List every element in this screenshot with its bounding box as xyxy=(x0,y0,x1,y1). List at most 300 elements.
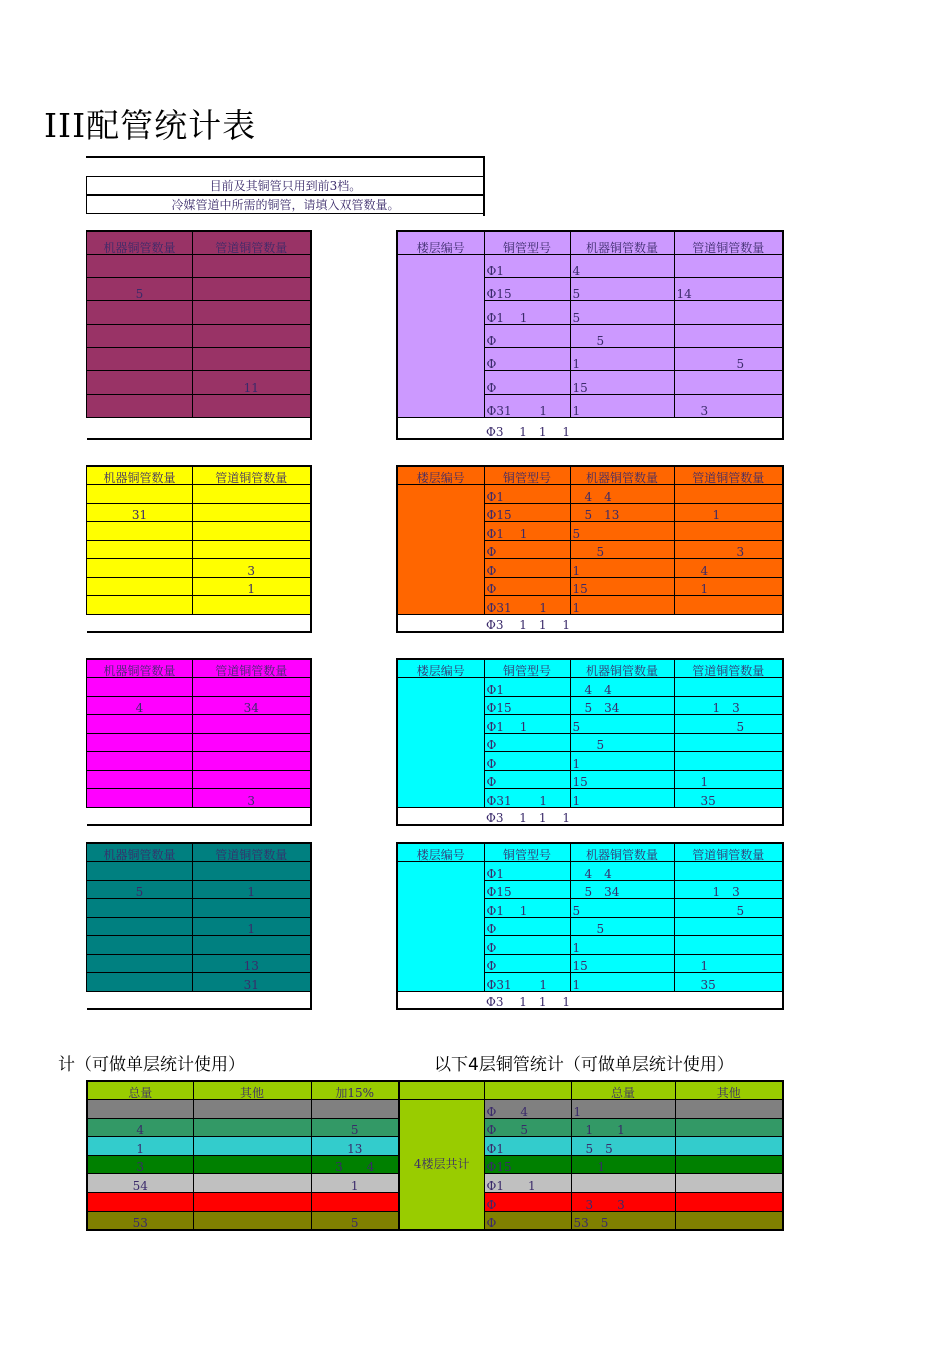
table-cell xyxy=(87,540,193,559)
table-cell xyxy=(193,394,311,417)
table-cell xyxy=(87,917,193,936)
floor-pipe-table xyxy=(396,842,784,1010)
total-cell xyxy=(87,614,311,632)
table-cell: Φ xyxy=(484,324,570,347)
table-cell xyxy=(193,324,311,347)
column-header: 管道铜管数量 xyxy=(674,843,783,862)
table-cell: Φ1 xyxy=(484,862,570,881)
table-cell: Φ xyxy=(484,577,570,596)
table-cell: Φ31 1 xyxy=(484,973,570,992)
table-cell: 1 3 xyxy=(674,880,783,899)
total-row xyxy=(397,614,783,632)
total-cell: Φ3 1 1 1 xyxy=(484,807,783,825)
bottom-left-caption: 计（可做单层统计使用） xyxy=(58,1055,245,1075)
table-cell: 5 xyxy=(570,733,674,752)
table-cell: Φ1 1 xyxy=(484,899,570,918)
table-cell: 5 xyxy=(570,540,674,559)
table-cell xyxy=(87,254,193,277)
table-cell: Φ1 1 xyxy=(484,1174,571,1193)
table-cell xyxy=(674,522,783,541)
table-row xyxy=(87,862,311,881)
table-cell xyxy=(87,301,193,324)
table-row xyxy=(87,954,311,973)
table-row xyxy=(87,577,311,596)
table-cell: Φ xyxy=(484,936,570,955)
table-cell: 53 xyxy=(87,1211,193,1230)
table-cell: Φ 5 xyxy=(484,1118,571,1137)
floor-number-cell xyxy=(397,862,484,992)
table-cell: 5 xyxy=(674,715,783,734)
table-cell xyxy=(87,752,193,771)
table-row xyxy=(87,899,311,918)
table-cell xyxy=(674,324,783,347)
table-cell: 3 xyxy=(193,789,311,808)
table-cell: Φ1 xyxy=(484,254,570,277)
table-cell: Φ xyxy=(484,733,570,752)
total-row xyxy=(397,417,783,439)
table-cell: Φ31 1 xyxy=(484,789,570,808)
total-empty-cell xyxy=(397,991,484,1009)
page-title: III配管统计表 xyxy=(44,106,257,145)
table-cell xyxy=(193,301,311,324)
table-cell: 1 xyxy=(311,1174,399,1193)
table-cell xyxy=(87,394,193,417)
table-cell xyxy=(193,278,311,301)
table-cell xyxy=(193,678,311,697)
table-cell xyxy=(87,973,193,992)
table-row xyxy=(87,1137,399,1156)
merged-floor-total-label: 4楼层共计 xyxy=(399,1100,484,1230)
column-header: 机器铜管数量 xyxy=(570,231,674,254)
table-cell xyxy=(674,917,783,936)
column-header: 管道铜管数量 xyxy=(193,466,311,485)
column-header: 楼层编号 xyxy=(397,843,484,862)
column-header xyxy=(484,1081,571,1100)
table-row xyxy=(397,862,783,881)
table-cell: 5 xyxy=(570,278,674,301)
table-cell xyxy=(675,1193,783,1212)
table-cell: 5 xyxy=(570,301,674,324)
table-cell: Φ xyxy=(484,954,570,973)
table-row xyxy=(397,678,783,697)
table-cell: 5 13 xyxy=(570,503,674,522)
table-header-row xyxy=(87,466,311,485)
column-header: 管道铜管数量 xyxy=(674,659,783,678)
table-cell: 4 4 xyxy=(570,485,674,504)
table-cell xyxy=(87,954,193,973)
table-cell: 15 xyxy=(570,577,674,596)
table-cell: Φ xyxy=(484,347,570,370)
table-row xyxy=(397,485,783,504)
table-cell xyxy=(675,1155,783,1174)
table-header-row xyxy=(397,659,783,678)
table-cell xyxy=(311,1100,399,1119)
table-cell: Φ xyxy=(484,540,570,559)
table-header-row xyxy=(399,1081,783,1100)
table-cell: Φ xyxy=(484,917,570,936)
floor-pipe-table xyxy=(396,230,784,440)
table-cell: Φ1 xyxy=(484,1137,571,1156)
machine-pipe-table xyxy=(86,842,312,1010)
total-row xyxy=(87,807,311,825)
table-cell xyxy=(193,1100,311,1119)
table-cell: 5 34 xyxy=(570,880,674,899)
table-row xyxy=(87,789,311,808)
table-header-row xyxy=(397,231,783,254)
column-header xyxy=(399,1081,484,1100)
table-cell: 5 34 xyxy=(570,696,674,715)
table-cell: Φ1 1 xyxy=(484,522,570,541)
column-header: 机器铜管数量 xyxy=(87,231,193,254)
table-row xyxy=(87,559,311,578)
table-cell: 13 xyxy=(311,1137,399,1156)
table-cell: 5 xyxy=(674,899,783,918)
column-header: 铜管型号 xyxy=(484,659,570,678)
table-cell: Φ xyxy=(484,1193,571,1212)
table-cell: 5 xyxy=(674,347,783,370)
table-cell: Φ xyxy=(484,559,570,578)
table-row xyxy=(87,540,311,559)
floor-number-cell xyxy=(397,678,484,808)
table-row xyxy=(87,347,311,370)
table-cell xyxy=(87,789,193,808)
table-cell: Φ15 xyxy=(484,503,570,522)
notes-top-border xyxy=(86,156,485,158)
table-cell: 3 3 xyxy=(571,1193,675,1212)
table-cell: 1 xyxy=(570,347,674,370)
column-header: 楼层编号 xyxy=(397,466,484,485)
floor-pipe-table xyxy=(396,465,784,633)
machine-pipe-table xyxy=(86,658,312,826)
table-cell: 1 xyxy=(193,917,311,936)
table-cell: 15 xyxy=(570,954,674,973)
table-cell: 3 xyxy=(674,540,783,559)
table-cell xyxy=(193,596,311,615)
table-cell: 1 xyxy=(193,577,311,596)
table-cell: Φ15 xyxy=(484,880,570,899)
table-cell xyxy=(674,862,783,881)
table-row xyxy=(87,254,311,277)
table-cell xyxy=(675,1211,783,1230)
total-cell xyxy=(87,417,311,439)
notes-box xyxy=(86,156,485,216)
table-row xyxy=(399,1100,783,1119)
table-row xyxy=(87,973,311,992)
table-cell xyxy=(674,301,783,324)
table-cell: Φ15 xyxy=(484,696,570,715)
table-cell: 11 xyxy=(193,371,311,394)
table-row xyxy=(87,1174,399,1193)
column-header: 铜管型号 xyxy=(484,231,570,254)
column-header: 楼层编号 xyxy=(397,659,484,678)
table-cell xyxy=(193,899,311,918)
table-cell: Φ1 xyxy=(484,485,570,504)
table-cell xyxy=(675,1118,783,1137)
table-cell xyxy=(193,770,311,789)
table-cell: 5 xyxy=(570,899,674,918)
table-cell: 1 xyxy=(571,1100,675,1119)
table-row xyxy=(87,715,311,734)
table-cell: Φ xyxy=(484,371,570,394)
floor-pipe-table xyxy=(396,658,784,826)
table-cell xyxy=(193,485,311,504)
table-cell: 1 xyxy=(674,577,783,596)
table-row xyxy=(397,254,783,277)
table-cell: 5 xyxy=(311,1118,399,1137)
table-cell: Φ1 1 xyxy=(484,301,570,324)
table-row xyxy=(87,371,311,394)
table-cell xyxy=(193,1174,311,1193)
table-cell: 5 xyxy=(311,1211,399,1230)
table-cell xyxy=(87,1193,193,1212)
table-cell: 1 xyxy=(570,394,674,417)
table-cell xyxy=(87,522,193,541)
table-cell xyxy=(87,371,193,394)
total-cell xyxy=(87,807,311,825)
total-empty-cell xyxy=(397,417,484,439)
table-cell xyxy=(674,936,783,955)
total-row xyxy=(397,991,783,1009)
table-cell xyxy=(87,347,193,370)
table-cell: Φ15 xyxy=(484,278,570,301)
table-cell xyxy=(193,715,311,734)
table-cell: 4 4 xyxy=(570,862,674,881)
table-cell: 35 xyxy=(674,973,783,992)
table-cell: Φ1 xyxy=(484,678,570,697)
table-row xyxy=(87,485,311,504)
table-cell xyxy=(193,1118,311,1137)
column-header: 机器铜管数量 xyxy=(570,843,674,862)
table-cell xyxy=(87,596,193,615)
table-cell: 1 xyxy=(570,936,674,955)
table-cell: 1 xyxy=(570,752,674,771)
note-line-1: 目前及其铜管只用到前3档。 xyxy=(86,176,485,195)
table-cell xyxy=(87,559,193,578)
column-header: 管道铜管数量 xyxy=(193,843,311,862)
table-cell: 1 xyxy=(570,973,674,992)
bottom-right-caption: 以下4层铜管统计（可做单层统计使用） xyxy=(434,1055,734,1075)
column-header: 其他 xyxy=(675,1081,783,1100)
table-cell xyxy=(674,485,783,504)
column-header: 铜管型号 xyxy=(484,466,570,485)
column-header: 铜管型号 xyxy=(484,843,570,862)
table-cell: Φ31 1 xyxy=(484,596,570,615)
table-cell: 4 4 xyxy=(570,678,674,697)
table-row xyxy=(87,1155,399,1174)
table-cell xyxy=(193,733,311,752)
table-cell xyxy=(193,1155,311,1174)
table-cell: 5 xyxy=(570,324,674,347)
total-cell: Φ3 1 1 1 xyxy=(484,991,783,1009)
table-header-row xyxy=(87,659,311,678)
table-cell: Φ31 1 xyxy=(484,394,570,417)
table-row xyxy=(87,522,311,541)
table-cell xyxy=(193,1193,311,1212)
table-header-row xyxy=(397,466,783,485)
column-header: 总量 xyxy=(571,1081,675,1100)
table-header-row xyxy=(87,1081,399,1100)
table-cell: 4 xyxy=(570,254,674,277)
floor-number-cell xyxy=(397,485,484,615)
table-header-row xyxy=(87,843,311,862)
table-cell: 4 xyxy=(674,559,783,578)
table-cell: 5 xyxy=(570,917,674,936)
table-cell: 14 xyxy=(674,278,783,301)
table-cell: 5 xyxy=(570,522,674,541)
table-cell: Φ15 xyxy=(484,1155,571,1174)
table-cell: Φ xyxy=(484,770,570,789)
table-row xyxy=(87,394,311,417)
table-cell xyxy=(193,503,311,522)
total-row xyxy=(397,807,783,825)
table-cell xyxy=(87,715,193,734)
table-cell xyxy=(675,1174,783,1193)
table-cell xyxy=(193,522,311,541)
summary-left-table xyxy=(86,1080,400,1231)
table-cell xyxy=(193,936,311,955)
table-cell: 4 xyxy=(87,696,193,715)
table-cell xyxy=(193,254,311,277)
table-cell xyxy=(87,899,193,918)
column-header: 管道铜管数量 xyxy=(193,231,311,254)
column-header: 加15% xyxy=(311,1081,399,1100)
table-cell: Φ xyxy=(484,752,570,771)
table-cell: 5 xyxy=(87,278,193,301)
column-header: 管道铜管数量 xyxy=(674,231,783,254)
column-header: 管道铜管数量 xyxy=(674,466,783,485)
table-row xyxy=(87,503,311,522)
column-header: 机器铜管数量 xyxy=(87,843,193,862)
total-cell xyxy=(87,991,311,1009)
table-row xyxy=(87,324,311,347)
table-cell: 1 xyxy=(674,954,783,973)
floor-number-cell xyxy=(397,254,484,417)
table-row xyxy=(87,301,311,324)
table-cell xyxy=(193,752,311,771)
table-cell xyxy=(674,678,783,697)
table-cell xyxy=(87,485,193,504)
table-row xyxy=(87,278,311,301)
table-header-row xyxy=(397,843,783,862)
table-cell: Φ 4 xyxy=(484,1100,571,1119)
table-row xyxy=(87,1118,399,1137)
total-row xyxy=(87,614,311,632)
machine-pipe-table xyxy=(86,465,312,633)
table-cell xyxy=(675,1137,783,1156)
table-cell xyxy=(193,862,311,881)
table-cell: 4 xyxy=(87,1118,193,1137)
table-row xyxy=(87,752,311,771)
table-cell: 5 5 xyxy=(571,1137,675,1156)
table-cell xyxy=(87,936,193,955)
table-cell: 53 5 xyxy=(571,1211,675,1230)
table-cell xyxy=(674,733,783,752)
table-cell: 3 xyxy=(193,559,311,578)
table-row xyxy=(87,1211,399,1230)
table-cell xyxy=(87,324,193,347)
column-header: 管道铜管数量 xyxy=(193,659,311,678)
table-cell xyxy=(87,862,193,881)
table-cell: 1 1 xyxy=(571,1118,675,1137)
total-row xyxy=(87,991,311,1009)
table-cell: 15 xyxy=(570,770,674,789)
column-header: 机器铜管数量 xyxy=(87,466,193,485)
column-header: 楼层编号 xyxy=(397,231,484,254)
table-cell xyxy=(87,1100,193,1119)
table-cell xyxy=(674,254,783,277)
table-cell: 13 xyxy=(193,954,311,973)
column-header: 机器铜管数量 xyxy=(87,659,193,678)
table-cell: 3 4 xyxy=(311,1155,399,1174)
column-header: 机器铜管数量 xyxy=(570,466,674,485)
table-cell xyxy=(674,752,783,771)
table-cell xyxy=(674,596,783,615)
machine-pipe-table xyxy=(86,230,312,440)
total-empty-cell xyxy=(397,614,484,632)
table-cell: Φ1 1 xyxy=(484,715,570,734)
table-cell: 1 xyxy=(571,1155,675,1174)
table-cell xyxy=(193,1211,311,1230)
table-cell xyxy=(675,1100,783,1119)
table-cell xyxy=(193,1137,311,1156)
table-row xyxy=(87,880,311,899)
table-header-row xyxy=(87,231,311,254)
table-cell: 1 xyxy=(193,880,311,899)
table-cell: 35 xyxy=(674,789,783,808)
table-cell: 1 xyxy=(674,503,783,522)
table-row xyxy=(87,917,311,936)
table-row xyxy=(87,936,311,955)
table-row xyxy=(87,678,311,697)
total-cell: Φ3 1 1 1 xyxy=(484,614,783,632)
total-empty-cell xyxy=(397,807,484,825)
table-cell: 5 xyxy=(87,880,193,899)
table-row xyxy=(87,1100,399,1119)
table-row xyxy=(87,1193,399,1212)
note-line-2: 冷媒管道中所需的铜管，请填入双管数量。 xyxy=(86,195,485,214)
table-cell: 31 xyxy=(193,973,311,992)
table-cell xyxy=(311,1193,399,1212)
summary-right-table xyxy=(398,1080,784,1231)
table-cell xyxy=(87,733,193,752)
table-cell: 1 xyxy=(570,559,674,578)
column-header: 总量 xyxy=(87,1081,193,1100)
table-cell xyxy=(674,371,783,394)
table-cell: 5 xyxy=(570,715,674,734)
table-row xyxy=(87,596,311,615)
table-cell: 3 xyxy=(87,1155,193,1174)
table-cell xyxy=(571,1174,675,1193)
total-cell: Φ3 1 1 1 xyxy=(484,417,783,439)
table-row xyxy=(87,770,311,789)
table-row xyxy=(87,696,311,715)
table-cell: 1 xyxy=(570,596,674,615)
table-cell: 15 xyxy=(570,371,674,394)
table-cell xyxy=(193,540,311,559)
table-cell xyxy=(87,577,193,596)
table-cell xyxy=(87,678,193,697)
table-cell: Φ xyxy=(484,1211,571,1230)
table-cell: 1 xyxy=(87,1137,193,1156)
table-cell: 31 xyxy=(87,503,193,522)
table-cell: 54 xyxy=(87,1174,193,1193)
table-cell: 34 xyxy=(193,696,311,715)
column-header: 机器铜管数量 xyxy=(570,659,674,678)
table-cell: 1 3 xyxy=(674,696,783,715)
table-row xyxy=(87,733,311,752)
column-header: 其他 xyxy=(193,1081,311,1100)
table-cell xyxy=(87,770,193,789)
